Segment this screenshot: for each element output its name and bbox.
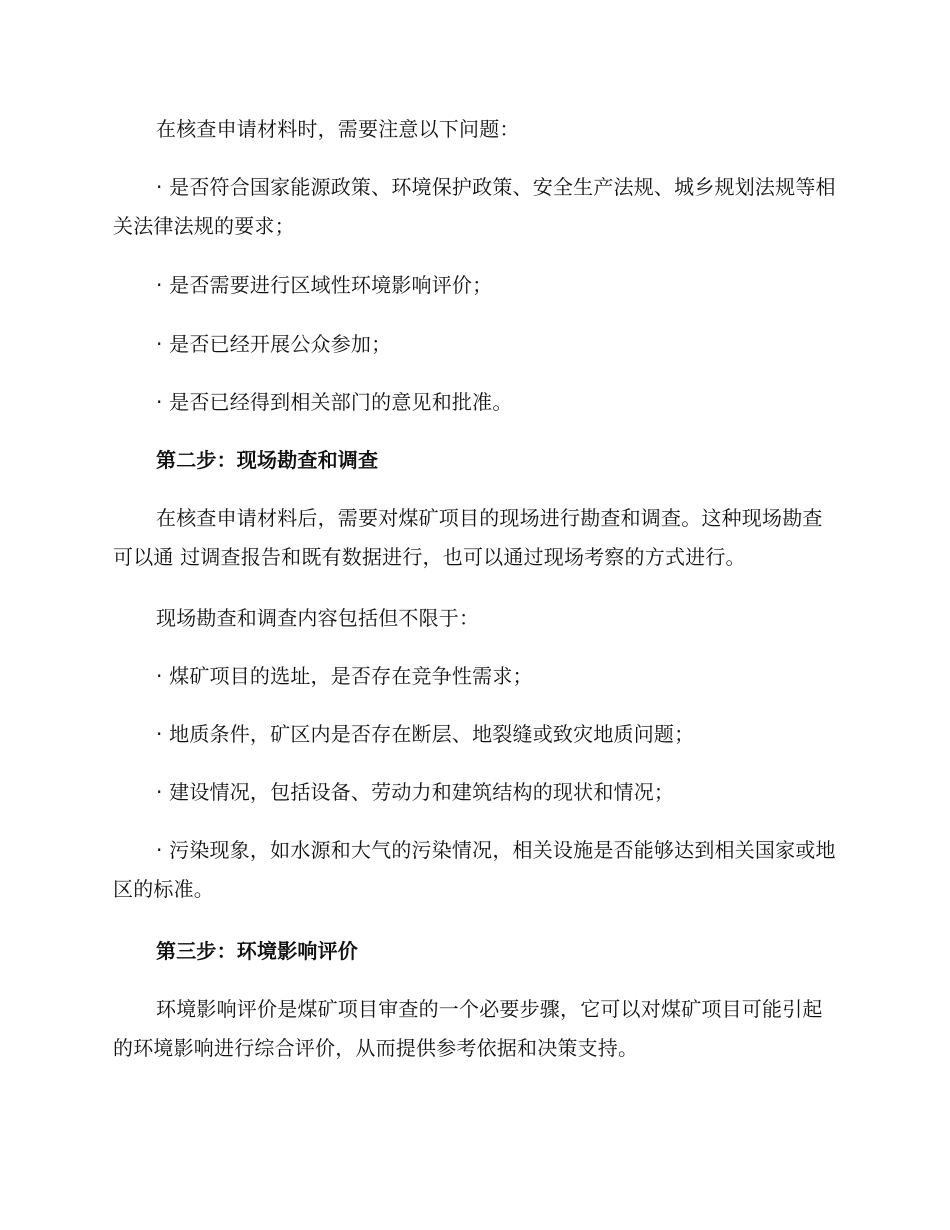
bullet-item: · 煤矿项目的选址，是否存在竞争性需求； [156,664,533,688]
bullet-item: · 是否已经得到相关部门的意见和批准。 [156,390,513,414]
section-heading: 第二步：现场勘查和调查 [156,448,379,472]
paragraph-body: 现场勘查和调查内容包括但不限于： [156,606,480,630]
section-heading: 第三步：环境影响评价 [156,939,358,963]
paragraph-body: 环境影响评价是煤矿项目审查的一个必要步骤，它可以对煤矿项目可能引起的环境影响进行综合评价，从而提供参考依据和决策支持。 [113,997,823,1060]
bullet-item: · 建设情况，包括设备、劳动力和建筑结构的现状和情况； [156,780,675,804]
bullet-item: · 是否需要进行区域性环境影响评价； [156,273,493,297]
bullet-item: · 是否符合国家能源政策、环境保护政策、安全生产法规、城乡规划法规等相关法律法规的要求； [113,175,836,238]
bullet-item: · 污染现象，如水源和大气的污染情况，相关设施是否能够达到相关国家或地区的标准。 [113,838,836,901]
paragraph-intro: 在核查申请材料时，需要注意以下问题： [156,117,520,141]
bullet-item: · 地质条件，矿区内是否存在断层、地裂缝或致灾地质问题； [156,722,695,746]
paragraph-body: 在核查申请材料后，需要对煤矿项目的现场进行勘查和调查。这种现场勘查可以通 过调查报告和既有数据进行，也可以通过现场考察的方式进行。 [113,506,823,569]
bullet-item: · 是否已经开展公众参加； [156,332,392,356]
